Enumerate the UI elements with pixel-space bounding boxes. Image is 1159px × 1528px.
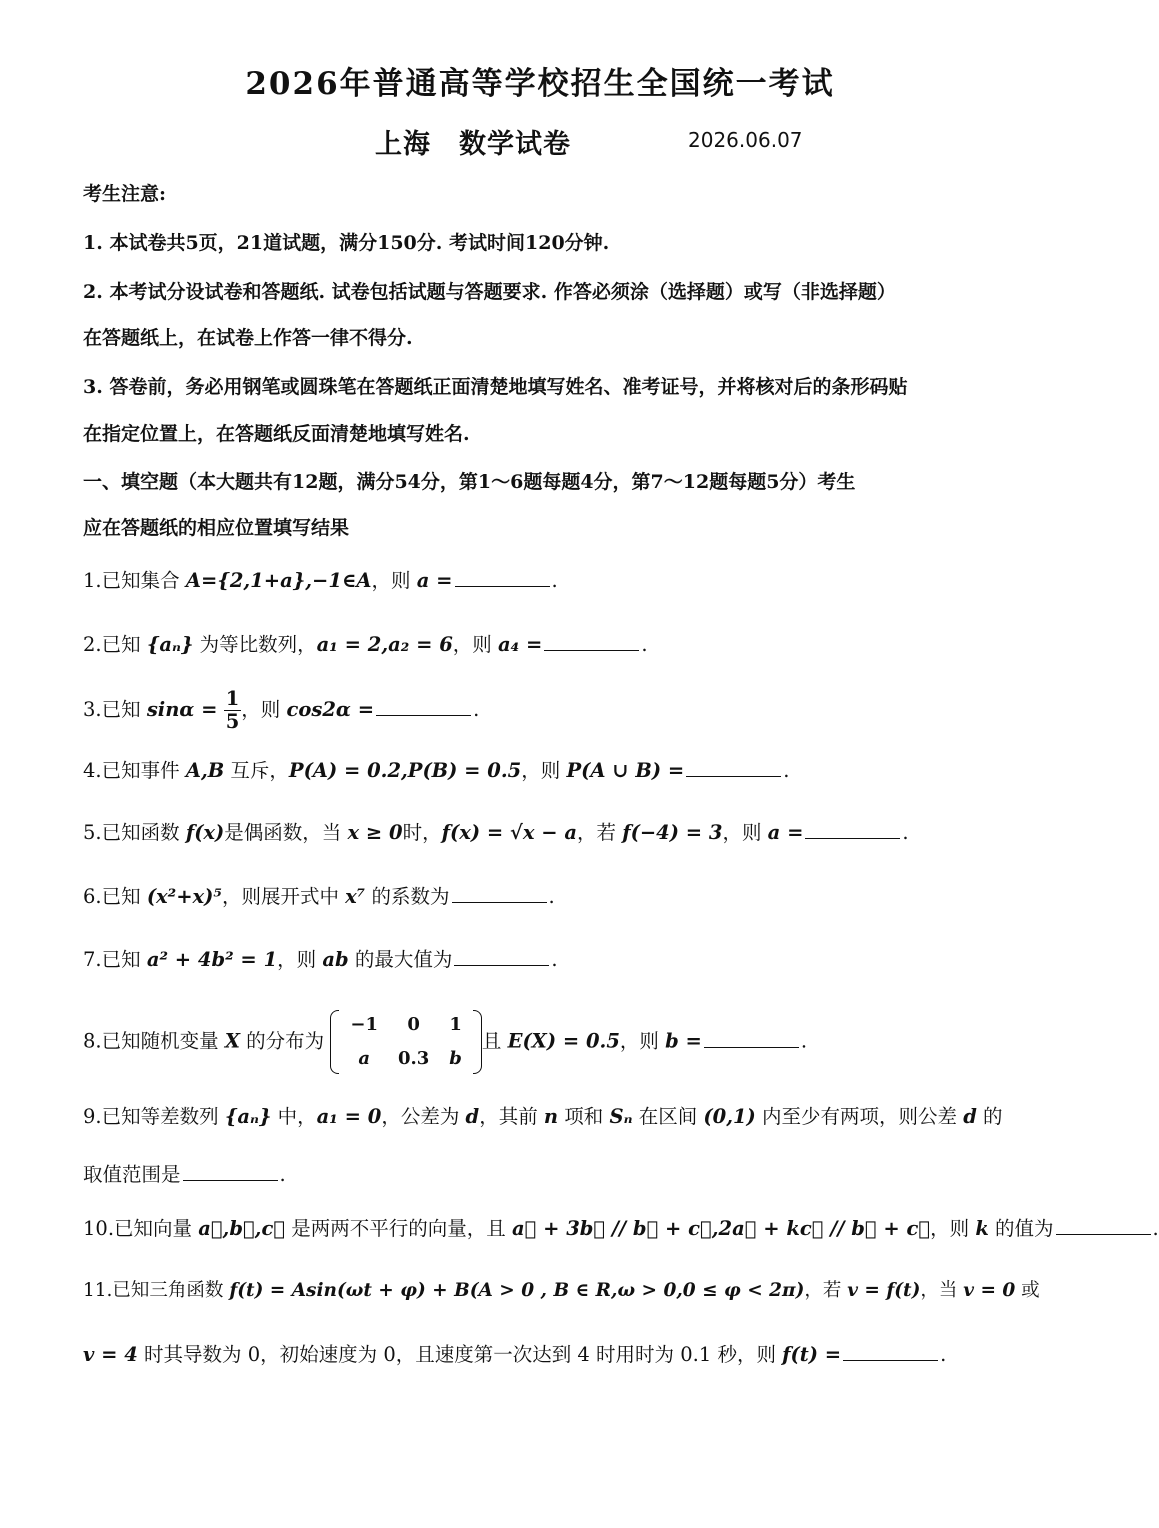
answer-blank-10[interactable] [1056,1214,1151,1235]
exam-subtitle [375,122,571,161]
notice-item-2-line-1: 2. 本考试分设试卷和答题纸. 试卷包括试题与答题要求. 作答必须涂（选择题）或写（非选择题） [83,281,896,303]
answer-blank-6[interactable] [452,882,547,903]
question-9-line-1: 9.已知等差数列 {aₙ} 中，a₁ = 0，公差为 d，其前 n 项和 Sₙ 在区间 (0,1) 内至少有两项，则公差 d 的 [83,1105,1003,1128]
answer-blank-11[interactable] [843,1340,938,1361]
answer-blank-4[interactable] [686,756,781,777]
q1-math: A={2,1+a},−1∈A [185,569,372,592]
notice-heading: 考生注意: [83,183,167,205]
notice-item-3-line-2: 在指定位置上，在答题纸反面清楚地填写姓名. [83,423,470,445]
exam-date: 2026.06.07 [688,128,803,152]
question-4: 4.已知事件 A,B 互斥，P(A) = 0.2,P(B) = 0.5，则 P(A ∪ B) = . [83,756,1003,786]
question-9-line-2: 取值范围是 . [83,1160,1003,1190]
question-1: 1.已知集合 A={2,1+a},−1∈A，则 a = . [83,566,1003,596]
question-8: 8.已知随机变量 X 的分布为 −1 0 1 a 0.3 b 且 E(X) = 0.5，则 b = . [83,1008,1003,1076]
answer-blank-5[interactable] [805,818,900,839]
fraction-one-fifth: $\frac{1}{5}$ [225,687,240,733]
question-3: 3.已知 sinα = $\frac{1}{5}$ ，则 cos2α = . [83,687,480,733]
answer-blank-8[interactable] [704,1027,799,1048]
question-7: 7.已知 a² + 4b² = 1，则 ab 的最大值为 . [83,945,1003,975]
answer-blank-7[interactable] [454,945,549,966]
question-10: 10.已知向量 a⃗,b⃗,c⃗ 是两两不平行的向量，且 a⃗ + 3b⃗ // b⃗ + c⃗,2a⃗ + kc⃗ // b⃗ + c⃗，则 k 的值为 . [83,1214,1003,1244]
subject-label: 数学试卷 [459,129,571,160]
question-11-line-2: v = 4 时其导数为 0，初始速度为 0，且速度第一次达到 4 时用时为 0.1 秒，则 f(t) = . [83,1340,1003,1370]
question-6: 6.已知 (x²+x)⁵，则展开式中 x⁷ 的系数为 . [83,882,1003,912]
section-1-heading-line-2: 应在答题纸的相应位置填写结果 [83,517,350,539]
answer-blank-2[interactable] [544,630,639,651]
section-1-heading-line-1: 一、填空题（本大题共有12题，满分54分，第1～6题每题4分，第7～12题每题5分）考生 [83,471,856,493]
question-2: 2.已知 {aₙ} 为等比数列，a₁ = 2,a₂ = 6，则 a₄ = . [83,630,1003,660]
answer-blank-9[interactable] [183,1160,278,1181]
question-11-line-1: 11.已知三角函数 f(t) = Asin(ωt + φ) + B(A > 0 , B ∈ R,ω > 0,0 ≤ φ < 2π)，若 v = f(t)，当 v = 0 或 [83,1280,1040,1301]
exam-title: 2026年普通高等学校招生全国统一考试 [245,66,835,102]
distribution-matrix: −1 0 1 a 0.3 b [330,1008,482,1076]
notice-item-3-line-1: 3. 答卷前，务必用钢笔或圆珠笔在答题纸正面清楚地填写姓名、准考证号，并将核对后的条形码贴 [83,376,908,398]
region-label: 上海 [375,129,431,160]
notice-item-2-line-2: 在答题纸上，在试卷上作答一律不得分. [83,327,413,349]
notice-item-1: 1. 本试卷共5页，21道试题，满分150分. 考试时间120分钟. [83,232,610,254]
answer-blank-3[interactable] [376,695,471,716]
question-5: 5.已知函数 f(x)是偶函数，当 x ≥ 0时，f(x) = √x − a，若 f(−4) = 3，则 a = . [83,818,1003,848]
answer-blank-1[interactable] [455,566,550,587]
